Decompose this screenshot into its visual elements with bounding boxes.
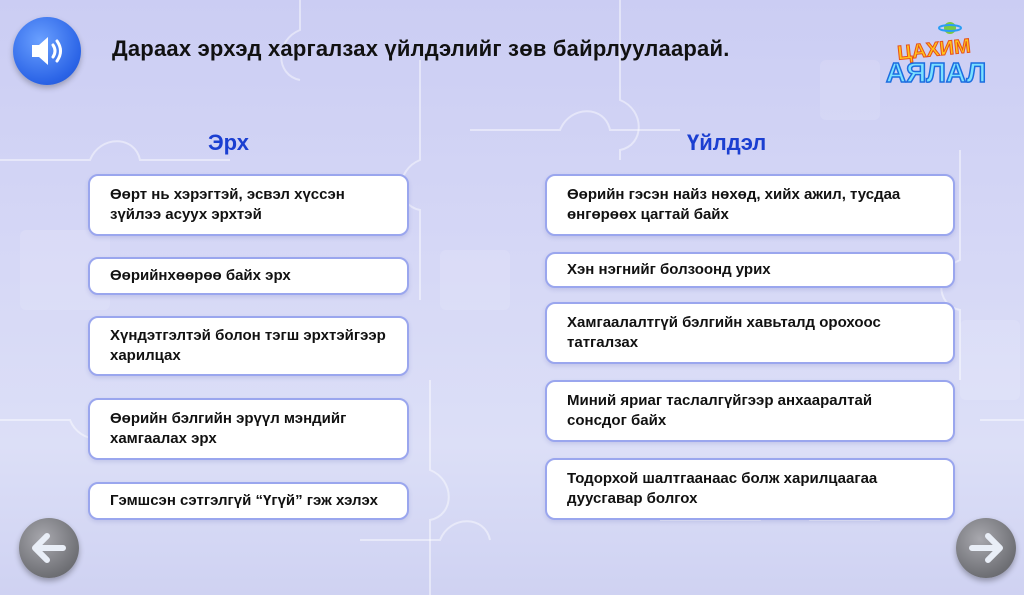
- right-card[interactable]: [88, 174, 409, 236]
- right-card[interactable]: [88, 257, 409, 295]
- rights-heading: Эрх: [208, 130, 250, 155]
- right-card[interactable]: [88, 316, 409, 376]
- actions-heading: Үйлдэл: [687, 130, 767, 155]
- app-logo: [872, 20, 1002, 90]
- right-card-label: Өөрт нь хэрэгтэй, эсвэл хүссэн зүйлээ асуух эрхтэй: [110, 186, 345, 223]
- arrow-right-icon: [969, 533, 1003, 563]
- right-card[interactable]: [88, 482, 409, 520]
- right-card-label: Өөрийн бэлгийн эрүүл мэндийг хамгаалах эрх: [110, 410, 347, 447]
- right-card-label: Гэмшсэн сэтгэлгүй “Үгүй” гэж хэлэх: [110, 492, 378, 509]
- action-card[interactable]: [545, 302, 955, 364]
- action-card-label: Хэн нэгнийг болзоонд урих: [567, 261, 771, 278]
- action-card-label: Хамгаалалтгүй бэлгийн хавьталд орохоос татгалзах: [567, 314, 881, 351]
- action-card[interactable]: [545, 252, 955, 288]
- sound-button[interactable]: [13, 17, 81, 85]
- right-card[interactable]: [88, 398, 409, 460]
- next-button[interactable]: [956, 518, 1016, 578]
- svg-text:ЦАХИМ: ЦАХИМ: [896, 35, 972, 65]
- action-card-label: Миний яриаг таслалгүйгээр анхааралтай сонсдог байх: [567, 392, 873, 429]
- speaker-icon: [28, 34, 66, 68]
- page-title: Дараах эрхэд харгалзах үйлдэлийг зөв байрлуулаарай.: [112, 36, 730, 61]
- action-card-label: Тодорхой шалтгаанаас болж харилцаагаа дуусгавар болгох: [567, 470, 878, 507]
- action-card[interactable]: [545, 174, 955, 236]
- svg-text:АЯЛАЛ: АЯЛАЛ: [885, 57, 987, 88]
- right-card-label: Хүндэтгэлтэй болон тэгш эрхтэйгээр харилцах: [110, 327, 386, 364]
- back-button[interactable]: [19, 518, 79, 578]
- action-card[interactable]: [545, 380, 955, 442]
- action-card-label: Өөрийн гэсэн найз нөхөд, хийх ажил, тусдаа өнгөрөөх цагтай байх: [567, 186, 901, 223]
- action-card[interactable]: [545, 458, 955, 520]
- right-card-label: Өөрийнхөөрөө байх эрх: [110, 267, 291, 284]
- arrow-left-icon: [32, 533, 66, 563]
